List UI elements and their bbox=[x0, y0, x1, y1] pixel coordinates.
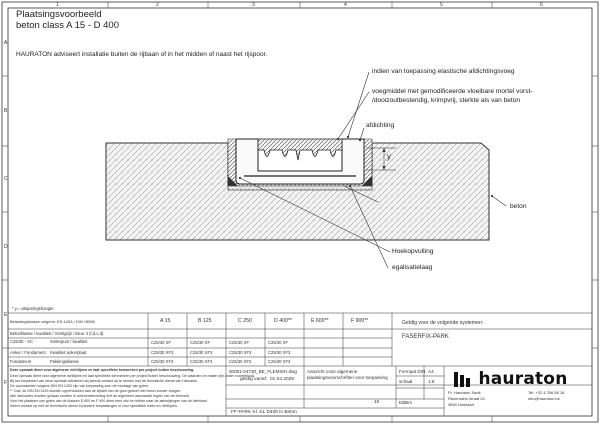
grid-row-d: D bbox=[4, 244, 8, 250]
class-f900: F 900** bbox=[351, 318, 369, 324]
grid-col-3: 3 bbox=[252, 2, 255, 8]
note-6: Voor het plaatsen van goten van de klassen E 600 en F 900 dient men zich te richten naar de aanwijzingen van de fabrikant. bbox=[10, 399, 208, 403]
val-r3-a: C25/30 XF3 bbox=[151, 359, 174, 364]
grid-col-6: 6 bbox=[540, 2, 543, 8]
format-label: Formaat DIN bbox=[399, 369, 426, 374]
valid-date: 01.04.2025 bbox=[270, 377, 295, 382]
footnote: * y= uitsparingshoogte bbox=[12, 306, 54, 311]
system-name: FASERFIX-PARK bbox=[402, 334, 449, 340]
telephone: Tel: +32 4 256 56 18 bbox=[528, 390, 565, 395]
note-3: De voorwaarden volgens DIN EN 1433 zijn van toepassing voor de montage van goten. bbox=[10, 384, 150, 388]
label-concrete: beton bbox=[510, 203, 527, 210]
label-mortar-2: /dooizoutbestendig, krimpvrij, sterkte als van beton bbox=[372, 97, 521, 104]
label-corner-fill: Hoekopvulling bbox=[392, 248, 434, 255]
note-2: Bij het toepassen van deze opmaak adviseren wij steeds contact op te nemen met de technische dienst van Hauraton. bbox=[10, 379, 199, 383]
val-r3-c: C25/30 XF3 bbox=[229, 359, 252, 364]
val-r3-d: C25/30 XF3 bbox=[268, 359, 291, 364]
grid-col-2: 2 bbox=[156, 2, 159, 8]
desc-line-3: FF-PARK Kl. KL D400 in Beton bbox=[231, 410, 297, 415]
valid-for-label: Geldig voor de volgende systemen: bbox=[402, 320, 484, 326]
label-elastic-joint: indien van toepassing elastische afdichtingsvoeg bbox=[372, 68, 515, 75]
note-5: Alle instructies moeten gedaan worden in overeenstemming met de algemeen aanvaarde regels van de techniek. bbox=[10, 394, 190, 398]
scale-value: 1:8 bbox=[428, 379, 435, 384]
address-line-2: Ravenstein straat 24 bbox=[448, 396, 485, 401]
grid-row-c: C bbox=[4, 176, 8, 182]
val-r2-b: C25/30 XF3 bbox=[190, 350, 213, 355]
row-label-anchor: Kwaliteit ankerplaat bbox=[50, 350, 87, 355]
unit-value: EBBm bbox=[399, 400, 413, 405]
address-line-3: 4840 Hoeilaart bbox=[448, 402, 475, 407]
class-c250: C 250 bbox=[238, 318, 252, 324]
val-r1-d: C25/30 XF bbox=[268, 340, 289, 345]
grid-col-5: 5 bbox=[440, 2, 443, 8]
row-label-sinter: Sinterpunt / kwaliteit bbox=[50, 339, 88, 344]
format-value: A4 bbox=[428, 369, 434, 374]
row-small-3: Fundament bbox=[10, 359, 32, 364]
val-r1-c: C25/30 XF bbox=[229, 340, 250, 345]
class-d400: D 400** bbox=[274, 318, 292, 324]
grid-row-f: F bbox=[4, 380, 8, 386]
grid-col-1: 1 bbox=[56, 2, 59, 8]
row-small-1: C25/30 - XC bbox=[10, 339, 34, 344]
val-r3-b: C25/30 XF3 bbox=[190, 359, 213, 364]
company-name: hauraton bbox=[478, 369, 568, 389]
title-line-1: Plaatsingsvoorbeeld bbox=[16, 9, 102, 20]
row-small-2: Anker / Fundament bbox=[10, 350, 46, 355]
row-label-packing: Pakkingsklasse bbox=[50, 359, 79, 364]
label-leveling: egalisatielaag bbox=[392, 264, 433, 271]
notes-heading: Deze opmaak dient voor algemene richtlijnen en laat specifieke kenmerken per project buiten beschouwing. bbox=[10, 368, 195, 372]
label-y: y bbox=[387, 152, 391, 161]
address-line-1: Pr. Hauraton Sarik bbox=[448, 390, 481, 395]
grid-row-a: A bbox=[4, 40, 8, 46]
sheet-number: 10 bbox=[374, 400, 380, 405]
label-seal: afdichting bbox=[366, 122, 395, 129]
email: info@hauraton.be bbox=[528, 396, 560, 401]
class-b125: B 125 bbox=[198, 318, 212, 324]
grid-row-e: E bbox=[4, 312, 8, 318]
val-r1-b: C25/30 XF bbox=[190, 340, 211, 345]
note-1: Deze opmaak dient voor algemene richtlijnen en laat specifieke kenmerken per project buiten beschouwing. De waarden en maten zijn onder voorbehoud. bbox=[10, 374, 256, 378]
row-label-load: Belastingsklasse volgens: EN 1433 / DIN 19580 bbox=[10, 319, 95, 324]
class-a15: A 15 bbox=[160, 318, 171, 324]
val-r2-d: C25/30 XF3 bbox=[268, 350, 291, 355]
grid-col-4: 4 bbox=[344, 2, 347, 8]
note-4: ** Ook, de DIN EN 1433 worden oppervlakken aan de zijkant van de goot gestort met beton zonder voegen. bbox=[10, 389, 182, 393]
desc-line-2: plaatsingsvoorschriften voor toepassing bbox=[307, 375, 388, 380]
valid-label: geldig vanaf: bbox=[240, 377, 268, 382]
desc-line-1: Aanzicht onze algemene bbox=[307, 369, 358, 374]
title-line-2: beton class A 15 - D 400 bbox=[16, 20, 119, 31]
note-7: Neem contact op met de technische dienst bij andere toepassingen of voor specifieke eisen en richtlijnen. bbox=[10, 404, 178, 408]
grate bbox=[258, 139, 342, 160]
logo-mark-icon bbox=[454, 372, 474, 387]
scale-label: schaal bbox=[399, 379, 413, 384]
val-r1-a: C25/30 XF bbox=[151, 340, 172, 345]
grid-row-b: B bbox=[4, 108, 8, 114]
val-r2-a: C25/30 XF3 bbox=[151, 350, 174, 355]
row-label-concrete: Betonklasse / kwaliteit / Vorstgrijs / kleur 4 (f,d,c,d) bbox=[10, 331, 104, 336]
val-r2-c: C25/30 XF3 bbox=[229, 350, 252, 355]
drawing-number: 00001-04730_BE_FLEMISH.dwg bbox=[229, 369, 297, 374]
label-mortar-1: voegmiddel met gemodificeerde vloeibare mortel vorst- bbox=[372, 88, 533, 95]
company-logo bbox=[454, 369, 568, 389]
class-e600: E 600** bbox=[311, 318, 329, 324]
advice-text: HAURATON adviseert installatie buiten de rijbaan of in het midden of naast het rijspoor. bbox=[16, 51, 268, 58]
